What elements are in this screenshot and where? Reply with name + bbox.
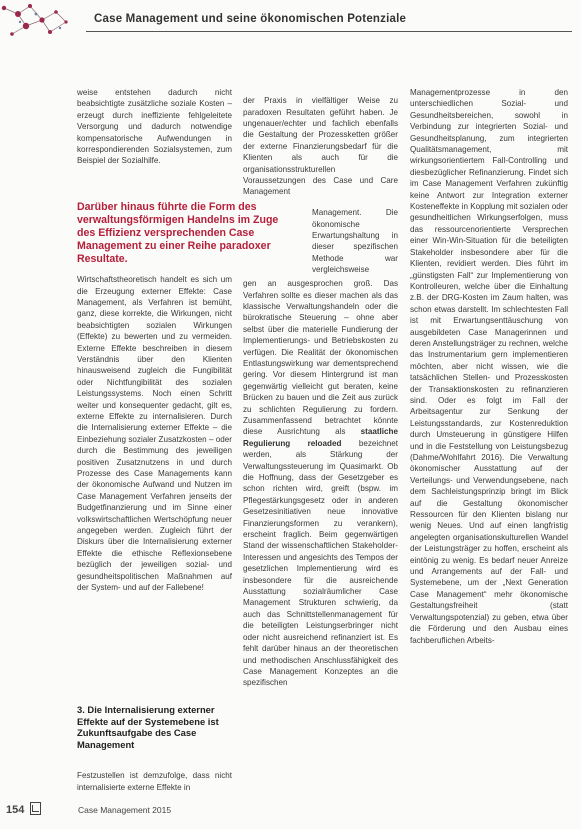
col1-bottom-paragraph: Festzustellen ist demzufolge, dass nicht internalisierte externe Effekte in: [77, 771, 232, 792]
header-rule: [86, 31, 572, 32]
column-2-top: [243, 87, 398, 206]
page-footer: [0, 795, 581, 825]
column-3: [410, 87, 568, 646]
col2-body-text: Das Verfahren sollte es dieser machen als das klassische Verwaltungshandeln oder die bürokratische Steuerung – ohne aber selbst über die materielle Fundierung der Implementierungs- und Betriebskosten zu verfügen. Die Realität der ökonomischen Entlastungswirkung war dementsprechend gering. Vor diesem Hintergrund ist man gegenwärtig vielleicht gut beraten, keine Brücken zu bauen und die Zeit aus zurück zu schlichten Regulierung zu fordern. Zusammenfassend betrachtet könnte diese Ausrichtung als: [243, 279, 398, 437]
col2-side-paragraph: Management. Die ökonomische Erwartungshaltung in dieser spezifischen Methode war vergleichsweise: [312, 208, 398, 275]
col1-top-paragraph: weise entstehen dadurch nicht beabsichtigte zusätzliche soziale Kosten – erzeugt durch ineffiziente fehlgeleitete Versorgung und dadurch notwendige kompensatorische Aufwendungen in korrespondierenden Sozialsystemen, zum Beispiel der Sozialhilfe.: [77, 88, 232, 166]
network-molecule-logo: [0, 0, 70, 44]
bold-phrase: staatliche Regulierung reloaded: [243, 427, 398, 448]
col3-paragraph: Managementprozesse in den unterschiedlichen Sozial- und Gesundheitsbereichen, sowohl in Verbindung zur integrierten Sozial- und Gesundheitsplanung, zum integrierten Qualitätsmanagement, mit wirkungsorientiertem Fall-Controlling und diesbezüglicher Refinanzierung. Findet sich im Case Management Verfahren zukünftig keine Antwort zur Integration externer Kosteneffekte in Kopplung mit sozialen oder gesundheitlichen Wirkungserfolgen, muss das ressourcenorientierte Versprechen einer Win-Win-Situation für die beteiligten Stakeholder insbesondere aber für die Klienten, revidiert werden. Dies führt im „günstigsten Fall“ zur Implementierung von Kontrolleuren, welche über die Einhaltung z.B. der DRG-Kosten im Zaum halten, was schon etwas darstellt. Im schlechtesten Fall ist mit Erwartungsenttäuschung von ausgebildeten Case Managerinnen und deren Anstellungsträger zu rechnen, welche das Instrumentarium gern implementieren möchten, aber nicht wissen, wie die tatsächlichen Stellen- und Prozesskosten der Transaktionskosten zu refinanzieren sind. Oder es folgt im Fall der Arbeitsagentur zur Senkung der Leistungsstandards, zur Kostenreduktion durch Umsteuerung in günstigere Hilfen und in die Feststellung von Leistungsbezug (Dahme/Wohlfahrt 2016). Die Verwaltung ökonomischer Ausstattung auf der Verteilungs- und Verwendungsebene, nach dem Sachleistungsprinzip bringt im Blick auf die Gestaltung ökonomischer Ressourcen für den Klienten bislang nur wenig Neues. Und auf einen langfristig angelegten organisationskulturellen Wandel der Leistungsträger zu hoffen, erscheint als eintönig zu wenig. Es bedarf neuer Anreize und Arrangements auf der Fall- und Systemebene, um der „Next Generation Case Management“ mehr ökonomische Gestaltungsfreiheit (statt Verwaltungspotenzial) zu geben, etwa über die Förderung und den Ausbau eines fachberuflichen Arbeits-: [410, 88, 568, 645]
page-header: [0, 0, 581, 44]
col2-body-rest: bezeichnet werden, als Stärkung der Verwaltungssteuerung im Quasimarkt. Ob die Hoffnung, dass der Gesetzgeber es schon richten wird, greift (bspw. im Pflegestärkungsgesetz oder in anderen Gesetzesinitiativen neue innovative Finanzierungsformen zu verankern), erscheint fraglich. Beim gegenwärtigen Stand der wissenschaftlichen Stakeholder-Interessen und angesichts des Tempos der gesetzlichen Implementierung wird es insbesondere für die ausreichende Ausstattung sozialräumlicher Case Management Strukturen schwierig, da auch das Schnittstellenmanagement für die beteiligten Leistungserbringer nicht oder nicht ausreichend refinanziert ist. Es fehlt darüber hinaus an der theoretischen und methodischen Anschlussfähigkeit des Case Management Konzeptes an die spezifischen: [243, 438, 399, 688]
column-1-body: [77, 266, 232, 602]
column-1-top: [77, 87, 232, 167]
col2-top-paragraph: der Praxis in vielfältiger Weise zu paradoxen Resultaten geführt haben. Je ungenauer/echter und fachlich ebenfalls die Gestaltung der Prozessketten größer der externe Finanzierungsbedarf für die Klienten als auch für die organisationsstrukturellen Voraussetzungen des Case und Care Management: [243, 96, 398, 197]
col1-body-paragraph: Wirtschaftstheoretisch handelt es sich um die Erzeugung externer Effekte: Case Management, als Verfahren ist bemüht, ganz, diese korrekte, die Wirkungen, nicht beabsichtigten sozialen Wirkungen (Effekte) zu bewerten und zu vermeiden. Externe Effekte beschreiben in diesem Verständnis über den Klienten hinausweisend zugleich die Fungibilität oder Nichtfungibilität des sozialen Leistungssystems. Noch einen Schritt weiter und konsequenter gedacht, gilt es, externe Effekte zu internalisieren. Durch die Internalisierung externer Effekte – die Einbeziehung sozialer Zusatzkosten – oder durch die Bestimmung des jeweiligen positiven Zusatznutzens in und durch Prozesse des Case Managements kann der ökonomische Aufwand und Nutzen im Case Management Verfahren jenseits der Budgetfinanzierung und im Sinne einer volkswirtschaftlichen Wertschöpfung neuer angegeben werden. Zugleich führt der Diskurs über die Internalisierung externer Effekte die ethische Reflexionsebene bezüglich der jeweiligen sozial- und gesundheitspolitischen Maßnahmen auf der System- und auf der Fallebene!: [77, 275, 232, 593]
column-2-body: [243, 270, 398, 697]
running-header-title: Case Management und seine ökonomischen Potenziale: [94, 13, 407, 25]
pull-quote: Darüber hinaus führte die Form des verwaltungsförmigen Handelns im Zuge des Effizienz versprechenden Case Management zu einer Reihe paradoxer Resultate.: [77, 201, 279, 265]
page-number: 154: [6, 804, 25, 816]
section-heading: 3. Die Internalisierung externer Effekte auf der Systemebene ist Zukunftsaufgabe des Case Management: [77, 704, 219, 750]
journal-name: Case Management 2015: [78, 805, 172, 815]
page-icon: [30, 802, 41, 815]
col2-body-start: gen an ausgesprochen groß.: [243, 279, 373, 289]
col2-body-paragraph: [243, 278, 398, 689]
